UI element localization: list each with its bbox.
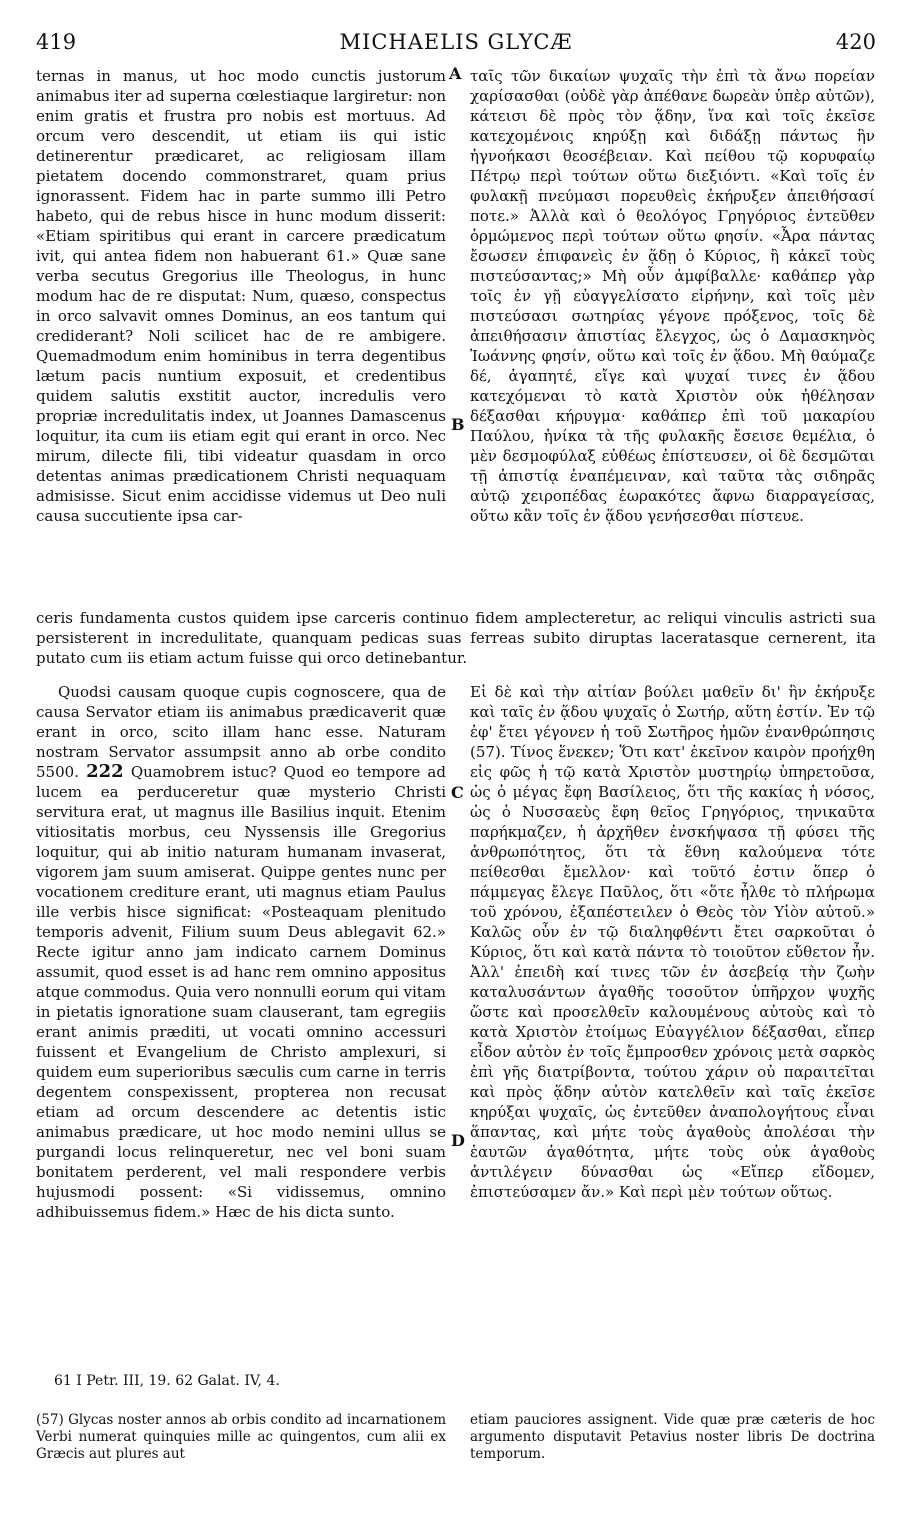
latin-column-bottom [36,682,446,1222]
scripture-footnotes: 61 I Petr. III, 19. 62 Galat. IV, 4. [54,1373,280,1389]
page-number-right: 420 [835,30,876,54]
column-number: 222 [86,761,124,782]
margin-letter-a: A [449,64,462,83]
latin-full-width-paragraph [36,608,876,668]
greek-paragraph: ταῖς τῶν δικαίων ψυχαῖς τὴν ἐπὶ τὰ ἄνω πορείαν χαρίσασθαι (οὐδὲ γὰρ ἀπέθανε δωρεὰν ὑπὲρ αὐτῶν), κάτεισι δὲ πρὸς τὸν ᾅδην, ἵνα καὶ τοῖς ἐκεῖσε κατεχομένοις κηρύξῃ καὶ διδάξῃ πάντως ἣν ἠγνοήκασι θεοσέβειαν. Καὶ πείθου τῷ κορυφαίῳ Πέτρῳ περὶ τούτων οὕτω διεξιόντι. «Καὶ τοῖς ἐν φυλακῇ πνεύμασι πορευθεὶς ἐκήρυξεν ἀπειθήσασί ποτε.» Ἀλλὰ καὶ ὁ θεολόγος Γρηγόριος ἐντεῦθεν ὁρμώμενος περὶ τούτων οὕτω φησίν. «Ἆρα πάντας ἔσωσεν ἐπιφανεὶς ἐν ᾅδῃ ὁ Κύριος, ἢ κἀκεῖ τοὺς πιστεύσαντας;» Μὴ οὖν ἀμφίβαλλε· καθάπερ γὰρ τοῖς ἐν γῇ εὐαγγελίσατο εἰρήνην, καὶ τοῖς μὲν πιστεύσασι σωτηρίας γέγονε πρόξενος, τοῖς δὲ ἀπειθήσασιν ἀπιστίας ἔλεγχος, ὡς ὁ Δαμασκηνὸς Ἰωάννης φησίν, οὕτω καὶ τοῖς ἐν ᾅδου. Μὴ θαύμαζε δέ, ἀγαπητέ, εἴγε καὶ ψυχαί τινες ἐν ᾅδου κατεχόμεναι τὸ κατὰ Χριστὸν οὐκ ἠθέλησαν δέξασθαι κήρυγμα· καθάπερ ἐπὶ τοῦ μακαρίου Παύλου, ἡνίκα τὰ τῆς φυλακῆς ἔσεισε θεμέλια, ὁ μὲν δεσμοφύλαξ εὐθέως ἐπίστευσεν, οἱ δὲ δεσμῶται τῇ ἀπιστίᾳ ἐναπέμειναν, καὶ ταῦτα τὰς σιδηρᾶς αὐτῷ χειροπέδας ἑωρακότες ἄφνω διαρραγείσας, οὕτω κἂν τοῖς ἐν ᾅδου γενήσεσθαι πίστευε. [470,67,875,525]
greek-column-bottom [470,682,875,1202]
latin-paragraph-bottom [36,682,446,1222]
greek-column-top [470,66,875,526]
editor-note-left: (57) Glycas noster annos ab orbis condito ad incarnationem Verbi numerat quinquies mille ac quingentos, cum alii ex Græcis aut plures aut [36,1412,446,1462]
greek-paragraph-bottom: Εἰ δὲ καὶ τὴν αἰτίαν βούλει μαθεῖν δι' ἣν ἐκήρυξε καὶ ταῖς ἐν ᾅδου ψυχαῖς ὁ Σωτήρ, αὕτη ἐστίν. Ἐν τῷ ἐφ' ἔτει γέγονεν ἡ τοῦ Σωτῆρος ἡμῶν ἐνανθρώπησις (57). Τίνος ἕνεκεν; Ὅτι κατ' ἐκεῖνον καιρὸν προήχθη εἰς φῶς ἡ τῷ κατὰ Χριστὸν μυστηρίῳ ὑπηρετοῦσα, ὡς ὁ μέγας ἔφη Βασίλειος, ὅτι τῆς κακίας ἡ νόσος, ὡς ὁ Νυσσαεὺς ἔφη θεῖος Γρηγόριος, τηνικαῦτα παρήκμαζεν, ἡ ἀρχῆθεν ἐνσκήψασα τῇ φύσει τῆς ἀνθρωπότητος, ὅτι τὰ ἔθνη καλούμενα τότε πείθεσθαι ἔμελλον· καὶ τοῦτό ἐστιν ὅπερ ὁ πάμμεγας ἔλεγε Παῦλος, ὅτι «ὅτε ἦλθε τὸ πλήρωμα τοῦ χρόνου, ἐξαπέστειλεν ὁ Θεὸς τὸν Υἱὸν αὐτοῦ.» Καλῶς οὖν ἐν τῷ διαληφθέντι ἔτει σαρκοῦται ὁ Κύριος, ὅτι καὶ κατὰ πάντα τὸ τοιοῦτον εὔθετον ἦν. Ἀλλ' ἐπειδὴ καί τινες τῶν ἐν ἀσεβείᾳ τὴν ζωὴν καταλυσάντων ἀγαθῆς τοσοῦτον ὑπῆρχον ψυχῆς ὥστε καὶ προσελθεῖν καλουμένους αὐτοὺς καὶ τὸ κατὰ Χριστὸν ἑτοίμως Εὐαγγέλιον δέξασθαι, εἴπερ εἶδον αὐτὸν ἐν τοῖς ἔμπροσθεν χρόνοις μετὰ σαρκὸς ἐπὶ γῆς διατρίβοντα, τούτου χάριν οὐ παραιτεῖται καὶ πρὸς ᾅδην αὐτὸν κατελθεῖν καὶ ταῖς ἐκεῖσε κηρύξαι ψυχαῖς, ὡς ἐντεῦθεν ἀναπολογήτους εἶναι ἅπαντας, καὶ μήτε τοὺς ἀγαθοὺς ἀπολέσαι τὴν ἑαυτῶν ἀγαθότητα, μήτε τοὺς οὐκ ἀγαθοὺς ἀντιλέγειν δύνασθαι ὡς «Εἴπερ εἴδομεν, ἐπιστεύσαμεν ἄν.» Καὶ περὶ μὲν τούτων οὕτως. [470,683,875,1201]
latin-paragraph: ternas in manus, ut hoc modo cunctis justorum animabus iter ad superna cœlestiaque largiretur: non enim gratis et frustra pro nobis est mortuus. Ad orcum vero descendit, ut etiam iis qui istic detinerentur prædicaret, ac religiosam illam pietatem docendo commonstraret, quam prius ignorassent. Fidem hac in parte summo illi Petro habeto, qui de rebus hisce in hunc modum disserit: «Etiam spiritibus qui erant in carcere prædicatum ivit, qui antea fidem non habuerant 61.» Quæ sane verba secutus Gregorius ille Theologus, in hunc modum hac de re disputat: Num, quæso, conspectus in orco salvavit omnes Dominus, an eos tantum qui crediderant? Noli scilicet hac de re ambigere. Quemadmodum enim hominibus in terra degentibus lætum pacis nuntium exposuit, et credentibus quidem salutis exstitit auctor, incredulis vero propriæ incredulitatis index, ut Joannes Damascenus loquitur, ita cum iis etiam egit qui erant in orco. Nec mirum, dilecte fili, tibi videatur quasdam in orco detentas animas prædicationem Christi nequaquam admisisse. Sicut enim accidisse videmus ut Deo nuli causa succutiente ipsa car- [36,67,446,525]
margin-letter-c: C [451,783,464,802]
margin-letter-d: D [451,1131,465,1150]
latin-text-b: Quamobrem istuc? Quod eo tempore ad lucem ea perduceretur quæ mysterio Christi servitura erat, ut magnus ille Basilius inquit. Etenim vitiositatis morbus, ceu Nyssensis ille Gregorius loquitur, qui ab initio naturam humanam invaserat, vigorem jam suum amiserat. Quippe gentes nunc per vocationem crediture erant, uti magnus etiam Paulus ille verbis hisce significat: «Posteaquam plenitudo temporis advenit, Filium suum Deus ablegavit 62.» Recte igitur anno jam indicato carnem Dominus assumit, quod esset is ad hanc rem omnino appositus atque commodus. Quia vero nonnulli eorum qui vitam in pietatis ignoratione suam clauserant, tam egregiis erant animis præditi, ut vocati omnino accessuri fuissent et Evangelium de Christo amplexuri, si quidem eum superioribus sæculis cum carne in terris degentem conspexissent, propterea non recusat etiam ad orcum descendere ac detentis istic animabus prædicare, ut hoc modo nemini ullus se purgandi locus relinqueretur, nec vel boni suam bonitatem perderent, vel mali respondere verbis hujusmodi possent: «Si vidissemus, omnino adhibuissemus fidem.» Hæc de his dicta sunto. [36,763,446,1221]
editor-note-right: etiam pauciores assignent. Vide quæ præ cæteris de hoc argumento disputavit Petavius noster libris De doctrina temporum. [470,1412,875,1462]
latin-column-top [36,66,446,526]
page-number-left: 419 [36,30,77,54]
running-title: MICHAELIS GLYCÆ [339,30,573,54]
latin-continuation: ceris fundamenta custos quidem ipse carceris continuo fidem amplecteretur, ac reliqui vinculis astricti sua persisterent in incredulitate, quanquam pedicas suas ferreas subito diruptas laceratasque cernerent, ita putato cum iis etiam actum fuisse qui orco detinebantur. [36,609,876,667]
page-header [36,30,876,56]
margin-letter-b: B [451,415,465,434]
latin-text-a: Quodsi causam quoque cupis cognoscere, qua de causa Servator etiam iis animabus prædicaverit quæ erant in orco, scito illam hanc esse. Naturam nostram Servator assumpsit anno ab orbe condito 5500. [36,683,446,781]
